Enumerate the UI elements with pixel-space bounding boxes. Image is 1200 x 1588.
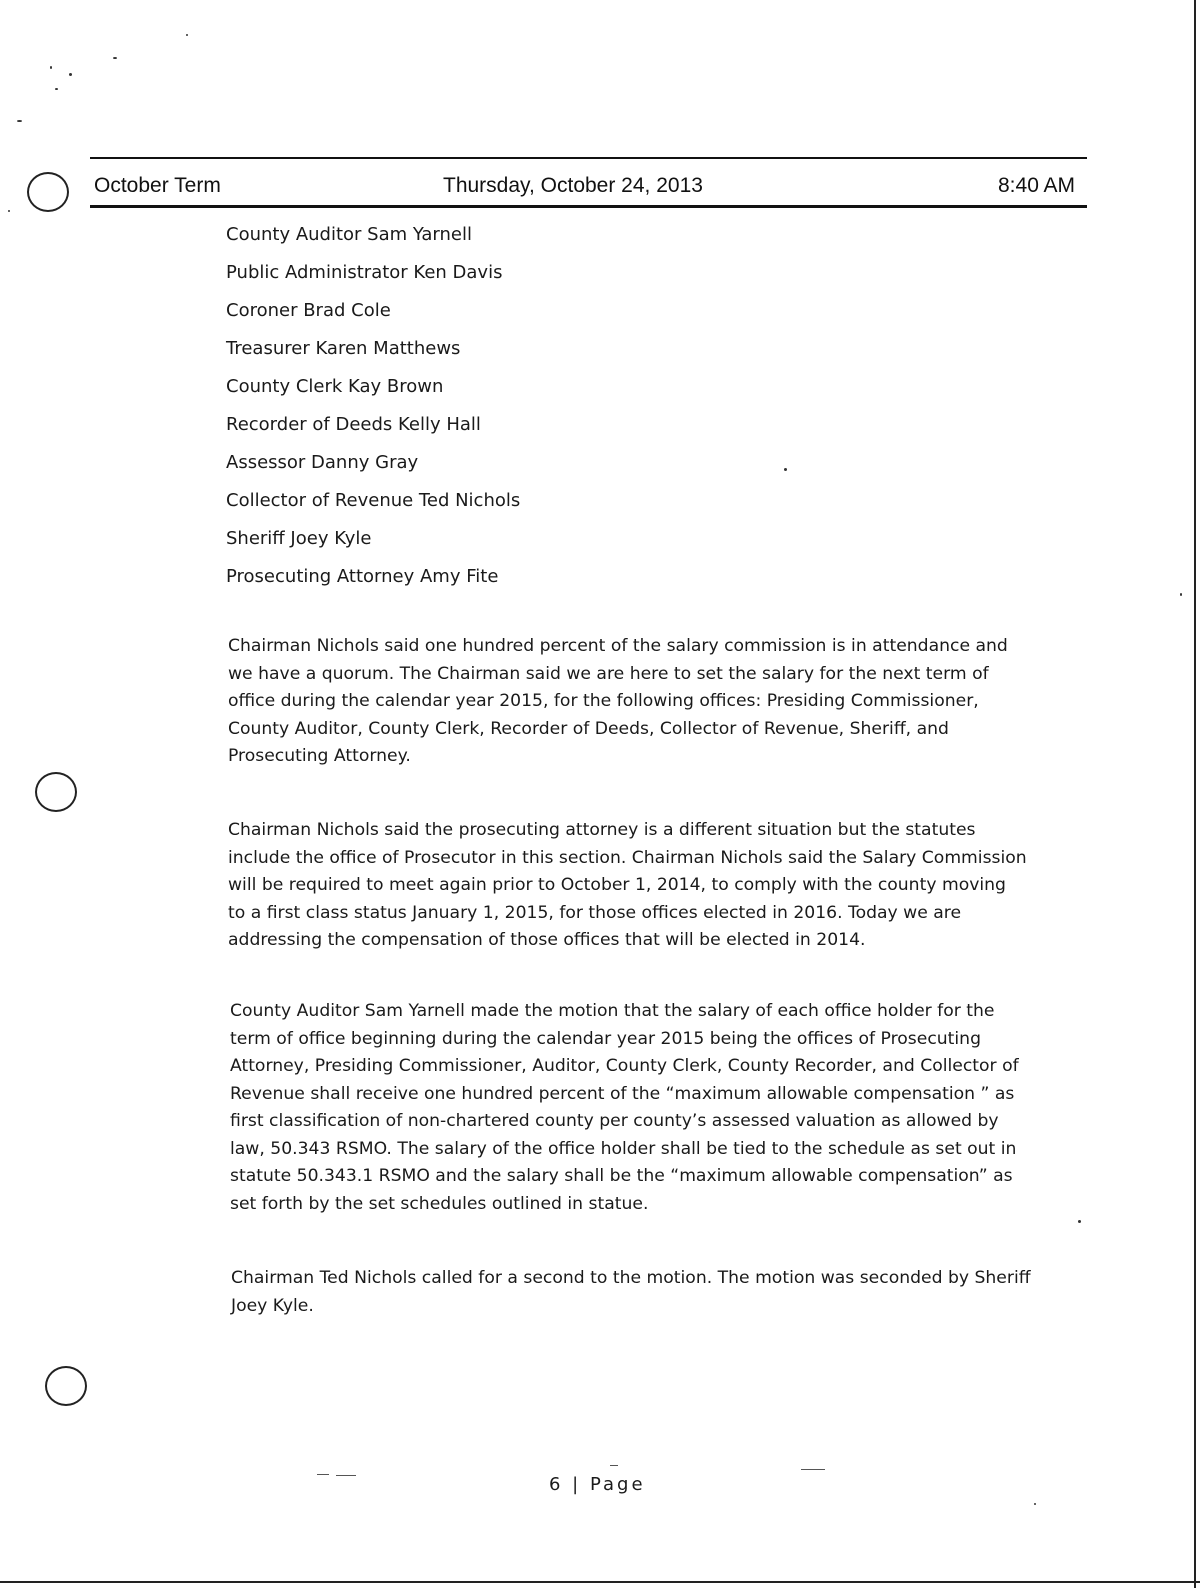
scan-speck bbox=[50, 66, 52, 69]
header-time: 8:40 AM bbox=[998, 174, 1076, 197]
scan-speck bbox=[1034, 1503, 1036, 1505]
scan-speck bbox=[1078, 1220, 1081, 1223]
scan-speck bbox=[17, 120, 22, 122]
punch-hole-middle bbox=[35, 772, 77, 812]
paragraph-prosecuting-attorney: Chairman Nichols said the prosecuting attorney is a different situation but the statutes include the office of Prosecutor in this section. Chairman Nichols said the Salary Commission will be required to meet again prior to October 1, 2014, to comply with the county moving to a first class status January 1, 2015, for those offices elected in 2016. Today we are addressing the compensation of those offices that will be elected in 2014. bbox=[228, 820, 1027, 950]
header-rule-bottom bbox=[90, 205, 1087, 208]
scan-dash bbox=[610, 1465, 618, 1466]
attendee-item: County Auditor Sam Yarnell bbox=[226, 224, 472, 245]
scan-dash bbox=[336, 1475, 356, 1476]
paragraph-motion: County Auditor Sam Yarnell made the motion that the salary of each office holder for the term of office beginning during the calendar year 2015 being the offices of Prosecuting Attorney, Presiding Commissioner, Auditor, County Clerk, County Recorder, and Collector of Revenue shall receive one hundred percent of the “maximum allowable compensation ” as first classification of non-chartered county per county’s assessed valuation as allowed by law, 50.343 RSMO. The salary of the office holder shall be tied to the schedule as set out in statute 50.343.1 RSMO and the salary shall be the “maximum allowable compensation” as set forth by the set schedules outlined in statue. bbox=[230, 1001, 1019, 1214]
attendee-item: Sheriff Joey Kyle bbox=[226, 528, 372, 549]
paragraph-quorum: Chairman Nichols said one hundred percent of the salary commission is in attendance and we have a quorum. The Chairman said we are here to set the salary for the next term of office during the calendar year 2015, for the following offices: Presiding Commissioner, County Auditor, County Clerk, Recorder of Deeds, Collector of Revenue, Sheriff, and Prosecuting Attorney. bbox=[228, 636, 1008, 766]
page-number: 6 | Page bbox=[549, 1474, 646, 1495]
attendee-item: Prosecuting Attorney Amy Fite bbox=[226, 566, 499, 587]
punch-hole-bottom bbox=[45, 1366, 87, 1406]
attendee-list bbox=[226, 222, 520, 602]
attendee-item: Coroner Brad Cole bbox=[226, 300, 391, 321]
scan-speck bbox=[186, 34, 188, 36]
attendee-item: Treasurer Karen Matthews bbox=[226, 338, 461, 359]
header-date: Thursday, October 24, 2013 bbox=[443, 174, 703, 197]
attendee-item: County Clerk Kay Brown bbox=[226, 376, 444, 397]
header-rule-top bbox=[90, 157, 1087, 159]
paragraph-second: Chairman Ted Nichols called for a second to the motion. The motion was seconded by Sheriff Joey Kyle. bbox=[231, 1268, 1031, 1316]
header-term: October Term bbox=[94, 174, 221, 197]
punch-hole-top bbox=[27, 172, 69, 212]
scan-speck bbox=[55, 88, 58, 90]
scan-speck bbox=[8, 210, 10, 212]
scan-dash bbox=[317, 1474, 329, 1475]
attendee-item: Collector of Revenue Ted Nichols bbox=[226, 490, 521, 511]
scan-edge-right bbox=[1194, 0, 1196, 1588]
attendee-item: Public Administrator Ken Davis bbox=[226, 262, 503, 283]
attendee-item: Assessor Danny Gray bbox=[226, 452, 419, 473]
scan-dash bbox=[801, 1469, 825, 1470]
attendee-item: Recorder of Deeds Kelly Hall bbox=[226, 414, 481, 435]
scan-speck bbox=[1180, 593, 1182, 596]
scan-edge-bottom bbox=[0, 1581, 1200, 1583]
scan-speck bbox=[784, 468, 787, 471]
scan-speck bbox=[113, 57, 117, 59]
scan-speck bbox=[69, 73, 72, 76]
